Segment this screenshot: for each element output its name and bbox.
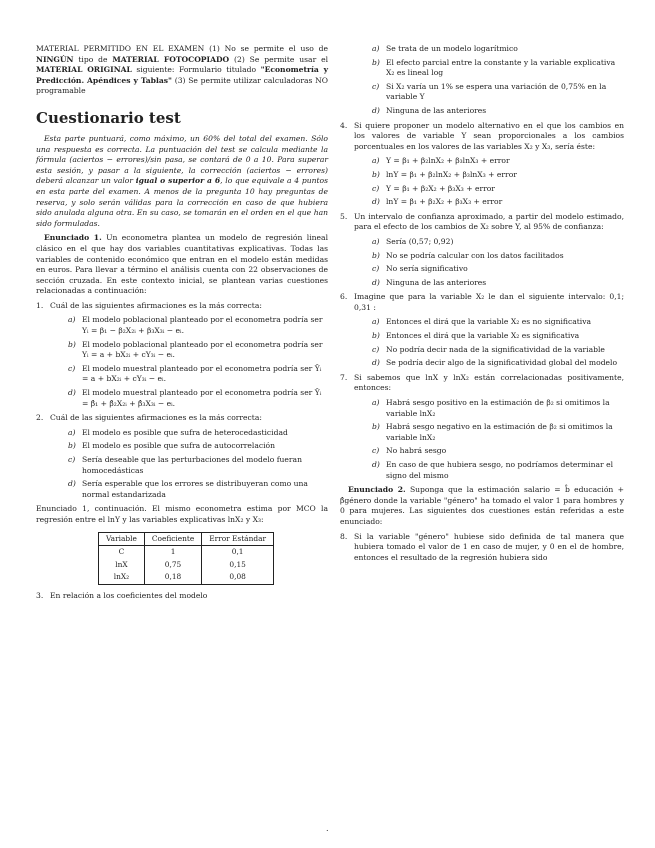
instructions-bold: igual o superior a 6 [135,176,221,186]
answer-option [372,170,624,181]
answer-option [372,156,624,167]
option-letter: c) [68,455,76,464]
option-letter: c) [68,363,76,373]
option-letter: c) [372,81,380,91]
option-letter: a) [68,427,76,437]
question-item [340,212,624,233]
option-letter: b) [372,331,380,341]
option-text: Entonces el dirá que la variable X₂ es no significativa [386,317,592,327]
instructions-text: , lo que equivale a 4 puntos en esta parte del examen. A menos de la pregunta 10 hay preguntas de reserva, y solo serán válidas para la corrección en caso de que hubiera sido anulada alguna otra. En su caso, se tomarán en el orden en el que han sido formuladas. [36,176,328,228]
option-text: Entonces el dirá que la variable X₂ es significativa [386,331,580,341]
answer-option [372,278,624,289]
question-item [36,413,328,424]
answer-option [372,264,624,275]
option-text: Ninguna de las anteriores [386,277,487,287]
question-options [372,237,624,288]
answer-option [68,441,328,452]
option-letter: a) [372,44,380,53]
question-text: Un intervalo de confianza aproximado, a partir del modelo estimado, para el efecto de los cambios de X₂ sobre Y, al 95% de confianza: [354,211,624,232]
right-questions [340,121,624,482]
table-cell: 0,1 [202,546,274,559]
rules-text: tipo de [73,54,113,64]
table-cell: lnX [99,559,145,572]
rules-bold: "Econometría y Predicción. Apéndices y Tablas" [36,65,328,85]
option-letter: b) [372,169,380,179]
rules-text: MATERIAL PERMITIDO EN EL EXAMEN (1) No se permite el uso de [36,44,328,53]
answer-option [68,340,328,361]
option-text: No sería significativo [386,264,468,274]
option-text: lnY = β₁ + β₂X₂ + β₃X₃ + error [386,197,503,207]
option-text: No habrá sesgo [386,446,447,456]
table-body [99,546,274,585]
answer-option [68,479,328,500]
answer-option [68,428,328,439]
answer-option [372,197,624,208]
answer-option [372,82,624,103]
option-letter: d) [372,197,380,207]
question-item [340,373,624,394]
option-letter: d) [372,277,380,287]
answer-option [372,398,624,419]
answer-option [372,58,624,79]
option-letter: a) [372,156,380,166]
question-options [68,315,328,409]
answer-option [372,358,624,369]
option-text: Se podría decir algo de la significatividad global del modelo [386,358,618,368]
table-cell: lnX₂ [99,571,145,584]
table-header-row [99,532,274,546]
answer-option [372,106,624,117]
answer-option [68,364,328,385]
option-letter: d) [68,479,76,489]
table-cell: 0,15 [202,559,274,572]
option-letter: a) [372,317,380,327]
option-text: Sería deseable que las perturbaciones del modelo fueran homocedásticas [82,455,302,475]
enunciado-1-continuation: Enunciado 1, continuación. El mismo econometra estima por MCO la regresión entre el lnY y las variables explicativas lnX₂ y X₃: [36,504,328,524]
answer-option [372,345,624,356]
option-letter: c) [372,183,380,193]
answer-option [68,455,328,476]
option-text: Habrá sesgo negativo en la estimación de β₂ si omitimos la variable lnX₂ [386,422,613,442]
question-options [68,428,328,501]
option-text: El modelo poblacional planteado por el econometra podría ser Yᵢ = a + bX₂ᵢ + cY₃ᵢ − eᵢ. [82,339,323,360]
instructions-text: Esta parte puntuará, como máximo, un 60% del total del examen. Sólo una respuesta es correcta. La puntuación del test se calcula mediante la fórmula (aciertos − errores)/sin pasa, se contará de 0 a 10. Para superar esta sesión, y pasar a la siguiente, la corrección (aciertos − errores) deberá alcanzar un valor [36,133,328,186]
question-number: 8. [340,531,348,541]
rules-bold: MATERIAL ORIGINAL [36,65,132,75]
question-number: 2. [36,413,44,423]
enunciado-1 [36,233,328,297]
option-text: El modelo es posible que sufra de heterocedasticidad [82,427,288,437]
table-cell: 0,08 [202,571,274,584]
option-letter: d) [372,358,380,368]
option-text: El modelo es posible que sufra de autocorrelación [82,441,276,451]
option-letter: b) [372,57,380,67]
table-row [99,546,274,559]
question-options [372,156,624,207]
option-letter: b) [68,441,76,451]
answer-option [372,331,624,342]
option-letter: c) [372,446,380,456]
question-item [340,292,624,313]
rules-bold: NINGÚN [36,54,74,64]
enunciado-label: Enunciado 2. [348,485,406,495]
option-text: El modelo poblacional planteado por el econometra podría ser Yᵢ = β₁ − β₂X₂ᵢ + β₃X₃ᵢ − eᵢ. [82,315,323,336]
question-text: En relación a los coeficientes del modelo [50,590,208,600]
option-text: lnY = β₁ + β₂lnX₂ + β₃lnX₃ + error [386,169,517,179]
option-letter: c) [372,344,380,354]
answer-option [372,184,624,195]
table-row [99,571,274,584]
option-letter: d) [372,460,380,469]
right-column [340,44,624,567]
rules-text: siguiente: Formulario titulado [131,65,261,75]
option-text: Sería (0,57; 0,92) [386,236,454,246]
option-text: Y = β₁ + β₂X₂ + β₃X₃ + error [386,183,495,193]
question-number: 6. [340,292,348,302]
option-text: El modelo muestral planteado por el econometra podría ser Ŷᵢ = a + bX₂ᵢ + cY₃ᵢ − eᵢ. [82,363,322,384]
left-column [36,44,328,606]
option-text: No se podría calcular con los datos facilitados [386,250,564,260]
option-text: En caso de que hubiera sesgo, no podríamos determinar el signo del mismo [386,460,614,480]
answer-option [372,237,624,248]
question-text: Cuál de las siguientes afirmaciones es la más correcta: [50,413,262,423]
question-number: 7. [340,372,348,382]
option-letter: a) [372,236,380,246]
question-item [340,121,624,153]
option-text: Si X₂ varía un 1% se espera una variación de 0,75% en la variable Y [386,81,607,102]
question-3-options [372,44,624,117]
table-cell: 0,75 [144,559,201,572]
answer-option [372,460,624,481]
regression-table [98,532,274,585]
table-row [99,559,274,572]
enunciado-text: Un econometra plantea un modelo de regresión lineal clásico en el que hay dos variables cuantitativas explicativas. Todas las variables de contenido económico que entran en el modelo están medidas en euros. Para llevar a término el análisis cuenta con 22 observaciones de sección cruzada. En este contexto inicial, se plantean varias cuestiones relacionadas a continuación: [36,233,328,296]
enunciado-label: Enunciado 1. [44,233,102,243]
question-text: Si sabemos que lnX y lnX₂ están correlacionadas positivamente, entonces: [354,372,624,393]
option-letter: b) [372,250,380,260]
question-options [372,317,624,368]
option-letter: d) [68,388,76,398]
question-number: 3. [36,590,44,600]
table-cell: 1 [144,546,201,559]
option-text: Ninguna de las anteriores [386,105,487,115]
question-text: Imagine que para la variable X₂ le dan el siguiente intervalo: 0,1; 0,31 : [354,292,624,312]
option-letter: b) [68,339,76,349]
question-text: Cuál de las siguientes afirmaciones es la más correcta: [50,300,262,310]
answer-option [68,388,328,409]
question-item [36,301,328,312]
option-text: No podría decir nada de la significatividad de la variable [386,344,605,354]
answer-option [372,422,624,443]
table-header-cell: Error Estándar [202,532,274,546]
option-letter: b) [372,422,380,432]
question-number: 5. [340,211,348,221]
answer-option [372,44,624,55]
enunciado-2 [340,485,624,527]
option-text: Y = β₁ + β₂lnX₂ + β₃lnX₃ + error [386,156,510,166]
question-3 [36,591,328,602]
option-text: Se trata de un modelo logarítmico [386,44,518,53]
option-text: Sería esperable que los errores se distribuyeran como una normal estandarizada [82,479,308,499]
question-text: Si la variable "género" hubiese sido definida de tal manera que hubiera tomado el valor de 1 en caso de mujer, y 0 en el de hombre, entonces el resultado de la regresión hubiera sido [354,531,624,562]
left-questions [36,301,328,501]
table-header-cell: Coeficiente [144,532,201,546]
answer-option [372,317,624,328]
answer-option [372,251,624,262]
question-number: 1. [36,300,44,310]
question-options [372,398,624,481]
option-letter: a) [68,315,76,325]
option-text: El modelo muestral planteado por el econometra podría ser Ŷᵢ = β̂₁ + β̂₂X₂ᵢ + β̂₃X₃ᵢ − eᵢ. [82,388,322,408]
rules-text: (3) Se permite utilizar calculadoras NO programable [36,75,328,96]
answer-option [372,446,624,457]
answer-option [68,315,328,336]
page-mark: . [326,824,329,833]
option-letter: c) [372,264,380,274]
table-cell: 0,18 [144,571,201,584]
test-instructions [36,134,328,229]
table-cell: C [99,546,145,559]
enunciado-text: Suponga que la estimación salario = b̂ educación + β̂género donde la variable "género" ha tomado el valor 1 para hombres y 0 para mujeres. Las siguientes dos cuestiones están referidas a este enunciado: [340,485,624,526]
option-text: Habrá sesgo positivo en la estimación de β₂ si omitimos la variable lnX₂ [386,398,610,418]
rules-text: (2) Se permite usar el [229,54,328,64]
question-text: Si quiere proponer un modelo alternativo en el que los cambios en los valores de variable Y sean proporcionales a los cambios porcentuales en los valores de las variables X₂ y X₃, sería éste: [354,120,624,151]
rules-bold: MATERIAL FOTOCOPIADO [112,54,230,64]
table-header-cell: Variable [99,532,145,546]
question-number: 4. [340,120,348,130]
option-text: El efecto parcial entre la constante y la variable explicativa X₂ es lineal log [386,57,616,78]
option-letter: a) [372,398,380,408]
question-8 [340,532,624,564]
exam-rules [36,44,328,97]
option-letter: d) [372,105,380,115]
section-title: Cuestionario test [36,108,181,127]
